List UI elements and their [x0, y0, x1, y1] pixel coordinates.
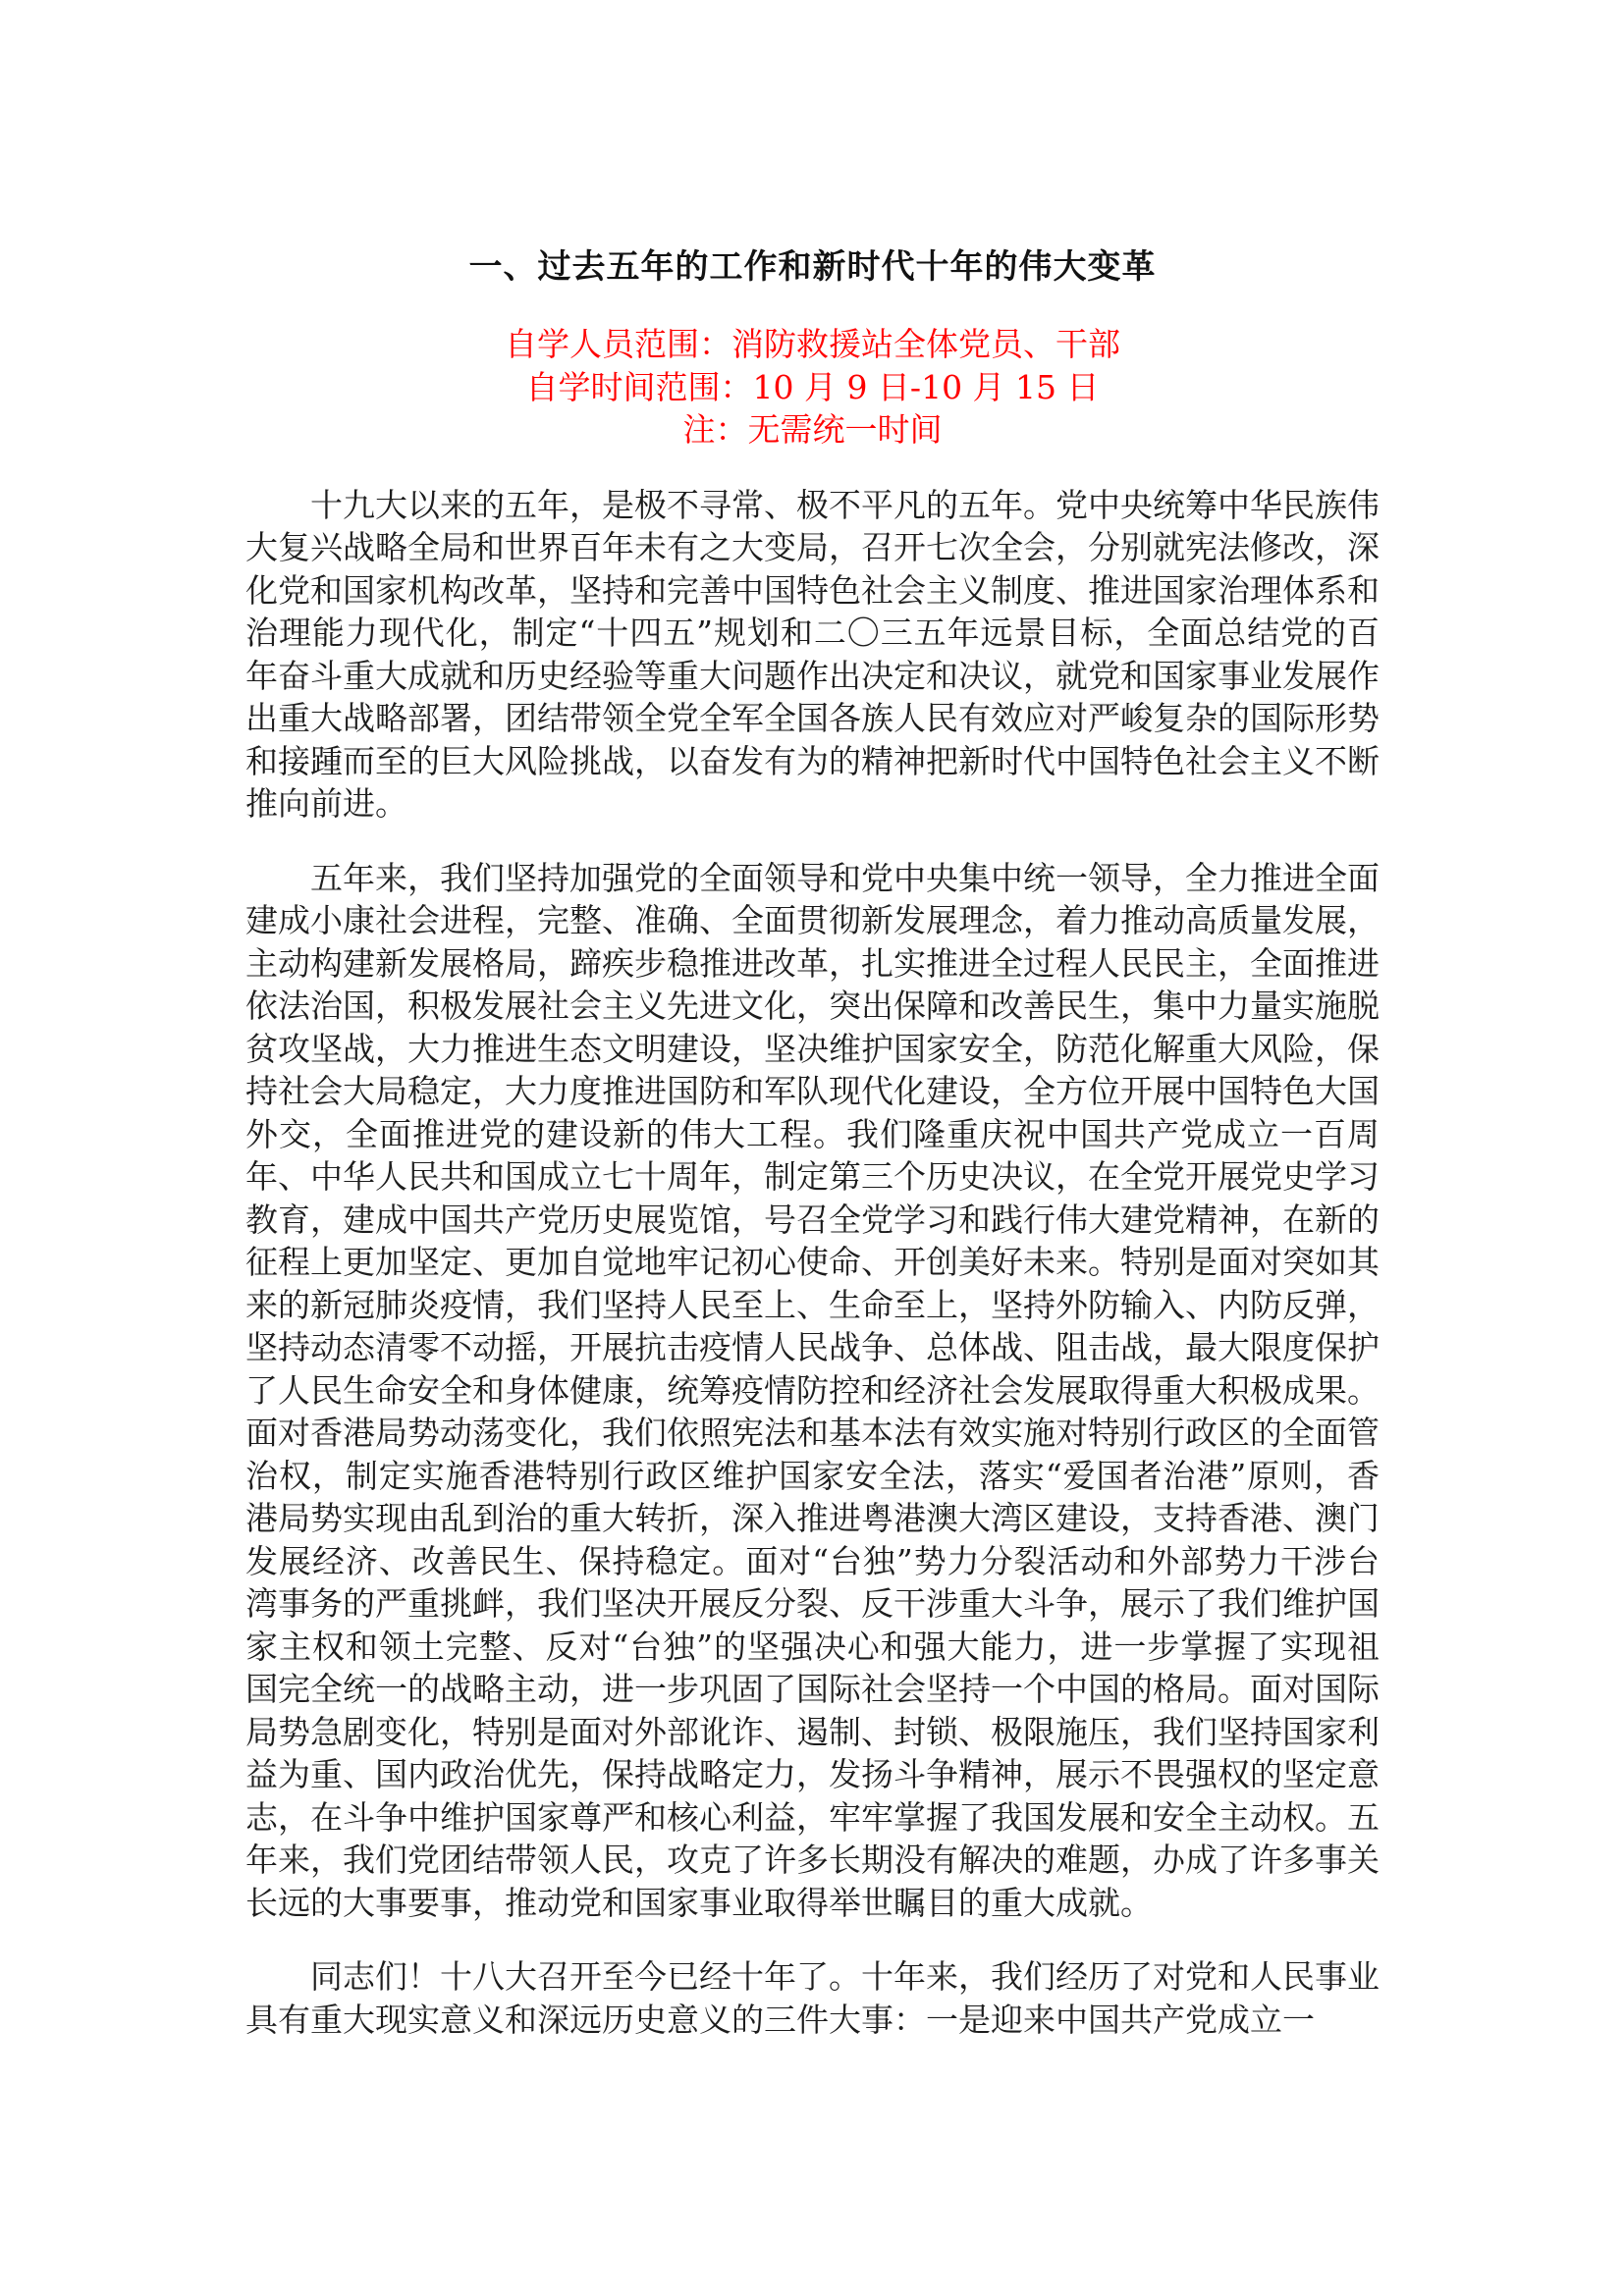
notice-line-time-range: 自学时间范围：10 月 9 日-10 月 15 日	[525, 367, 1100, 406]
notice-line-remark: 注：无需统一时间	[682, 410, 943, 449]
notice-block	[245, 323, 1380, 452]
document-heading: 一、过去五年的工作和新时代十年的伟大变革	[468, 247, 1157, 287]
paragraph-past-five-years: 十九大以来的五年，是极不寻常、极不平凡的五年。党中央统筹中华民族伟大复兴战略全局和世界百年未有之大变局，召开七次全会，分别就宪法修改，深化党和国家机构改革，坚持和完善中国特色社会主义制度、推进国家治理体系和治理能力现代化，制定“十四五”规划和二〇三五年远景目标，全面总结党的百年奋斗重大成就和历史经验等重大问题作出决定和决议，就党和国家事业发展作出重大战略部署，团结带领全党全军全国各族人民有效应对严峻复杂的国际形势和接踵而至的巨大风险挑战，以奋发有为的精神把新时代中国特色社会主义不断推向前进。	[245, 485, 1380, 823]
paragraph-comrades-ten-years: 同志们！十八大召开至今已经十年了。十年来，我们经历了对党和人民事业具有重大现实意义和深远历史意义的三件大事：一是迎来中国共产党成立一	[245, 1957, 1380, 2039]
paragraph-five-years-achievements: 五年来，我们坚持加强党的全面领导和党中央集中统一领导，全力推进全面建成小康社会进程，完整、准确、全面贯彻新发展理念，着力推动高质量发展，主动构建新发展格局，蹄疾步稳推进改革，扎实推进全过程人民民主，全面推进依法治国，积极发展社会主义先进文化，突出保障和改善民生，集中力量实施脱贫攻坚战，大力推进生态文明建设，坚决维护国家安全，防范化解重大风险，保持社会大局稳定，大力度推进国防和军队现代化建设，全方位开展中国特色大国外交，全面推进党的建设新的伟大工程。我们隆重庆祝中国共产党成立一百周年、中华人民共和国成立七十周年，制定第三个历史决议，在全党开展党史学习教育，建成中国共产党历史展览馆，号召全党学习和践行伟大建党精神，在新的征程上更加坚定、更加自觉地牢记初心使命、开创美好未来。特别是面对突如其来的新冠肺炎疫情，我们坚持人民至上、生命至上，坚持外防输入、内防反弹，坚持动态清零不动摇，开展抗击疫情人民战争、总体战、阻击战，最大限度保护了人民生命安全和身体健康，统筹疫情防控和经济社会发展取得重大积极成果。面对香港局势动荡变化，我们依照宪法和基本法有效实施对特别行政区的全面管治权，制定实施香港特别行政区维护国家安全法，落实“爱国者治港”原则，香港局势实现由乱到治的重大转折，深入推进粤港澳大湾区建设，支持香港、澳门发展经济、改善民生、保持稳定。面对“台独”势力分裂活动和外部势力干涉台湾事务的严重挑衅，我们坚决开展反分裂、反干涉重大斗争，展示了我们维护国家主权和领土完整、反对“台独”的坚强决心和强大能力，进一步掌握了实现祖国完全统一的战略主动，进一步巩固了国际社会坚持一个中国的格局。面对国际局势急剧变化，特别是面对外部讹诈、遏制、封锁、极限施压，我们坚持国家利益为重、国内政治优先，保持战略定力，发扬斗争精神，展示不畏强权的坚定意志，在斗争中维护国家尊严和核心利益，牢牢掌握了我国发展和安全主动权。五年来，我们党团结带领人民，攻克了许多长期没有解决的难题，办成了许多事关长远的大事要事，推动党和国家事业取得举世瞩目的重大成就。	[245, 858, 1380, 1922]
notice-line-personnel-scope: 自学人员范围：消防救援站全体党员、干部	[505, 325, 1120, 363]
